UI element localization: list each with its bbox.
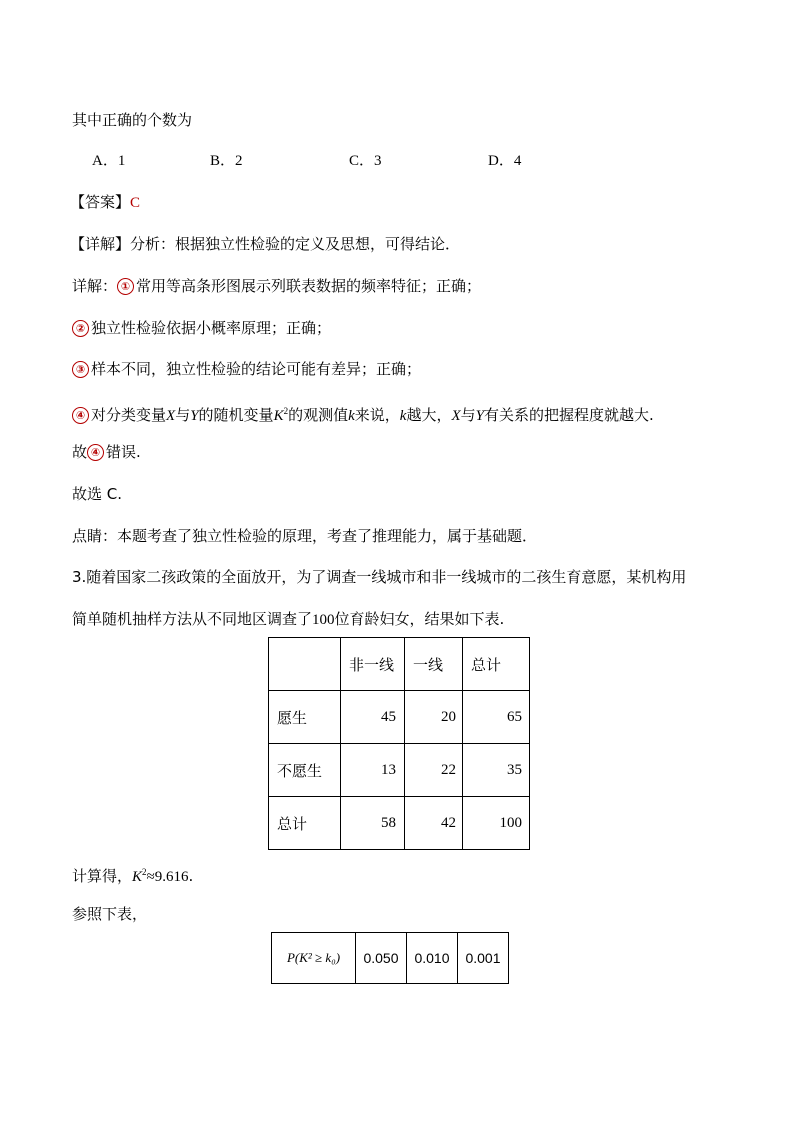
q3-line-2-a: 简单随机抽样方法从不同地区调查了 [72,610,313,628]
calc-line [72,862,193,887]
exponent: 2 [283,406,289,416]
table-cell: 0.010 [407,933,458,984]
table-cell: 不愿生 [269,744,341,797]
table-header-row [269,638,530,691]
table-cell: 0.001 [458,933,509,984]
table-cell: 22 [405,744,463,797]
calc-k: K [132,869,143,885]
option-b: B．2 [210,153,243,169]
step-1-text: 常用等高条形图展示列联表数据的频率特征；正确； [136,277,482,295]
table-header-cell [269,638,341,691]
calc-value: ≈9.616 [146,869,189,885]
var-k-small-2: k [399,408,407,424]
comment-line: 点睛：本题考查了独立性检验的原理，考查了推理能力，属于基础题． [72,527,538,545]
q3-line-1: 3.随着国家二孩政策的全面放开，为了调查一线城市和非一线城市的二孩生育意愿，某机构用 [72,568,687,586]
table-cell: 总计 [269,797,341,850]
step-4-text-d: 的观测值 [288,406,349,424]
table-cell: 20 [405,691,463,744]
step-3-line [72,359,421,379]
option-c: C．3 [349,153,382,169]
step-4-text-f: 越大， [406,406,452,424]
detail-analysis-line [70,234,460,254]
option-d: D．4 [488,153,522,169]
step-4-text-b: 与 [175,406,191,424]
table-row [269,744,530,797]
var-y: Y [190,408,199,424]
table-cell: 45 [341,691,405,744]
q3-count: 100 [312,612,335,628]
detail-analysis: 分析：根据独立性检验的定义及思想，可得结论． [130,235,461,253]
question-tail: 其中正确的个数为 [72,111,193,129]
conclusion-marker: ④ [87,444,104,461]
q3-line-2-b: 位育龄妇女，结果如下表. [334,610,505,628]
table-cell: 0.050 [356,933,407,984]
probability-label: P(K² ≥ k₀) [272,933,356,984]
table-header-cell: 总计 [463,638,530,691]
step-2-text: 独立性检验依据小概率原理；正确； [91,319,332,337]
var-x: X [166,408,176,424]
answer-label: 【答案】 [70,193,131,211]
conclusion-line [72,442,141,462]
table-row [269,691,530,744]
table-cell: 13 [341,744,405,797]
table-row [272,933,509,984]
step-3-text: 样本不同，独立性检验的结论可能有差异；正确； [91,360,422,378]
answer-line [70,192,140,213]
step-3-marker: ③ [72,361,89,378]
table-row [269,797,530,850]
conclusion-b: 错误. [106,443,141,461]
calc-dot: . [188,867,194,885]
conclusion-a: 故 [72,443,88,461]
table-cell: 100 [463,797,530,850]
reference-line: 参照下表， [72,905,148,923]
step-4-text-c: 的随机变量 [198,406,274,424]
contingency-table [268,637,530,850]
step-4-line [72,401,654,426]
table-cell: 65 [463,691,530,744]
calc-exponent: 2 [142,867,147,877]
table-cell: 愿生 [269,691,341,744]
table-header-cell: 一线 [405,638,463,691]
table-cell: 58 [341,797,405,850]
var-y-2: Y [475,408,484,424]
step-4-text-h: 有关系的把握程度就越大. [484,406,654,424]
var-k: K [273,408,284,424]
detail-intro: 详解： [72,277,118,295]
step-1-line [72,276,481,296]
answer-value: C [130,195,141,211]
step-2-marker: ② [72,320,89,337]
calc-text: 计算得， [72,867,133,885]
q3-line-2 [72,609,504,630]
step-4-marker: ④ [72,407,89,424]
choice-line: 故选 C. [72,485,123,503]
probability-table [271,932,509,984]
option-a: A．1 [92,153,126,169]
step-1-marker: ① [117,278,134,295]
step-4-text-g: 与 [460,406,476,424]
var-k-small: k [348,408,355,424]
var-x-2: X [451,408,461,424]
step-4-text-e: 来说， [354,406,400,424]
table-cell: 35 [463,744,530,797]
detail-label: 【详解】 [70,235,131,253]
step-4-text-a: 对分类变量 [91,406,167,424]
step-2-line [72,318,331,338]
table-cell: 42 [405,797,463,850]
table-header-cell: 非一线 [341,638,405,691]
